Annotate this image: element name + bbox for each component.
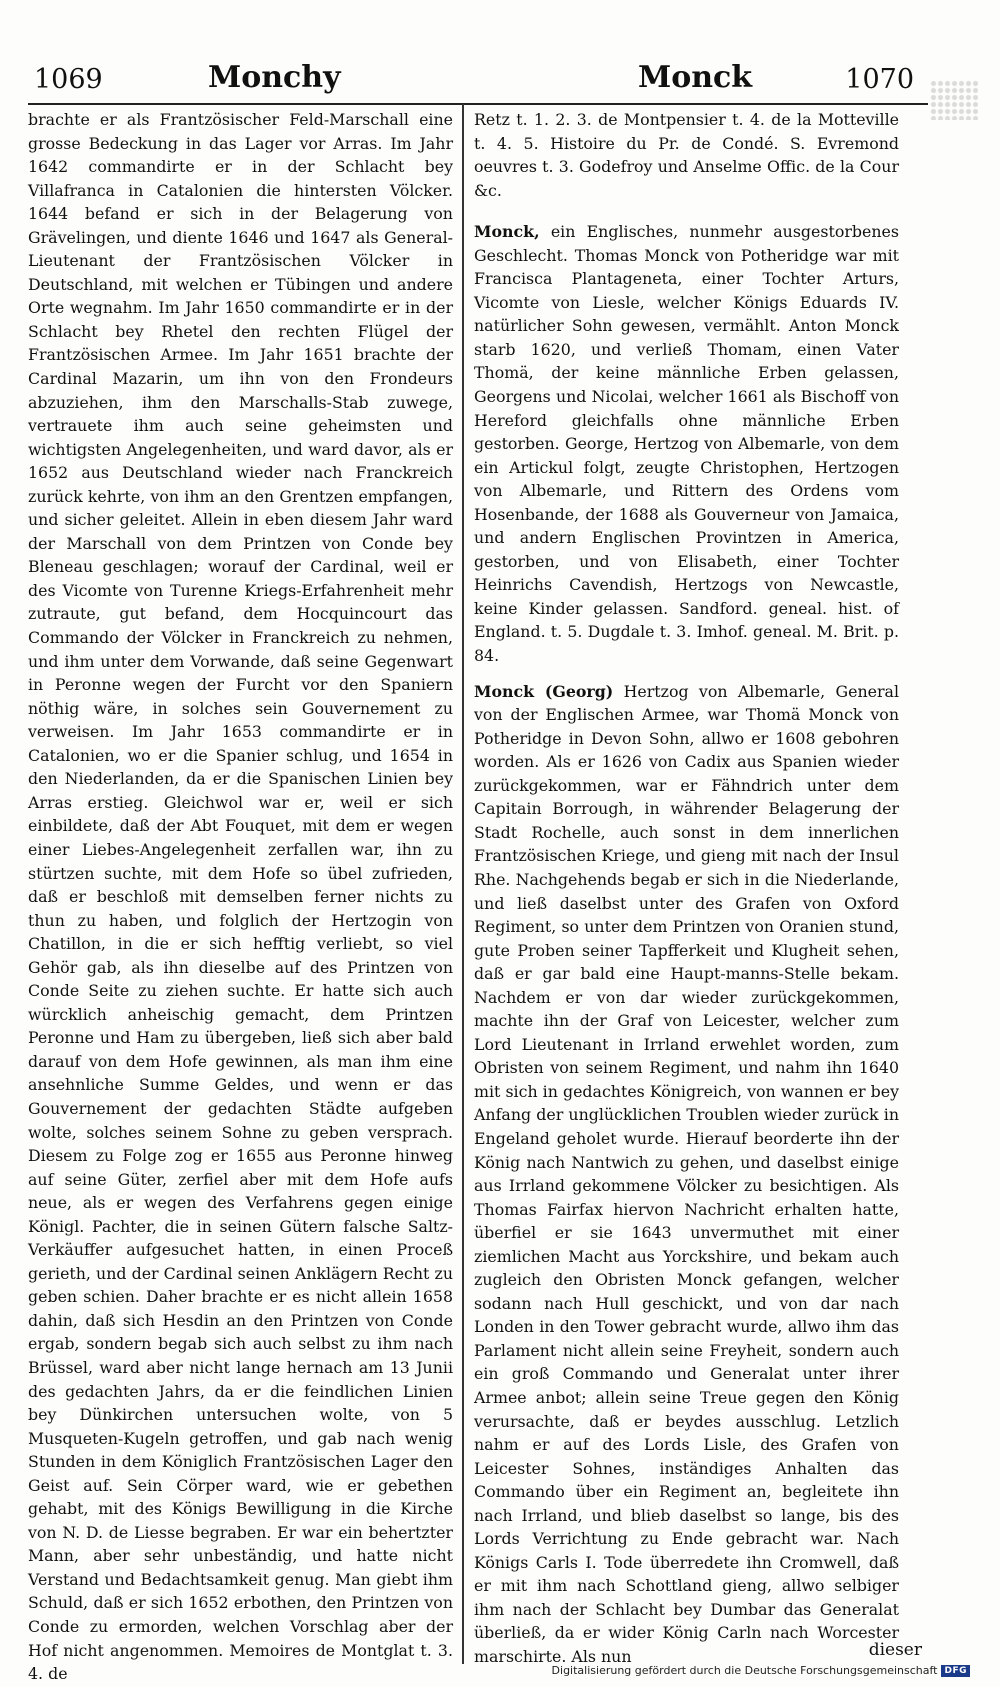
- header-rule: [28, 103, 928, 105]
- entry-monck: [474, 220, 899, 667]
- column-divider: [462, 104, 464, 1664]
- right-column: [474, 108, 899, 1681]
- page-number-left: 1069: [34, 64, 103, 95]
- left-column: [28, 108, 453, 1698]
- entry-lemma: Monck,: [474, 222, 540, 242]
- running-head-right: Monck: [638, 60, 753, 95]
- left-column-text: brachte er als Frantzösischer Feld-Marschall eine grosse Bedeckung in das Lager vor Arras. Im Jahr 1642 commandirte er in der Schlacht bey Villafranca in Catalonien die hintersten Völcker. 1644 befand er sich in der Belagerung von Grävelingen, und diente 1646 und 1647 als General-Lieutenant der Frantzösischen Völcker in Deutschland, mit welchen er Tübingen und andere Orte wegnahm. Im Jahr 1650 commandirte er in der Schlacht bey Rhetel den rechten Flügel der Frantzösischen Armee. Im Jahr 1651 brachte der Cardinal Mazarin, um ihn von den Frondeurs abzuziehen, ihm den Marschalls-Stab zuwege, vertrauete ihm auch seine geheimsten und wichtigsten Angelegenheiten, und ward davor, als er 1652 aus Deutschland wieder nach Franckreich zurück kehrte, von ihm an den Grentzen empfangen, und sicher geleitet. Allein in eben diesem Jahr ward der Marschall von dem Printzen von Conde bey Bleneau geschlagen; worauf der Cardinal, weil er des Vicomte von Turenne Kriegs-Erfahrenheit mehr zutraute, gut befand, dem Hocquincourt das Commando der Völcker in Franckreich zu nehmen, und ihm unter dem Vorwande, daß seine Gegenwart in Peronne wegen der Furcht vor den Spaniern nöthig wäre, in solches sein Gouvernement zu verweisen. Im Jahr 1653 commandirte er in Catalonien, wo er die Spanier schlug, und 1654 in den Niederlanden, da er die Spanischen Linien bey Arras erstieg. Gleichwol war er, weil er sich einbildete, daß der Abt Fouquet, mit dem er wegen einer Liebes-Angelegenheit zerfallen war, ihn zu stürtzen suchte, mit dem Hofe so übel zufrieden, daß er beschloß mit demselben ferner nichts zu thun zu haben, und folglich der Hertzogin von Chatillon, in die er sich hefftig verliebt, so viel Gehör gab, als ihn dieselbe auf des Printzen von Conde Seite zu ziehen suchte. Er hatte sich auch würcklich anheischig gemacht, dem Printzen Peronne und Ham zu übergeben, ließ sich aber bald darauf von dem Hofe gewinnen, als man ihm eine ansehnliche Summe Geldes, und wenn er das Gouvernement der gedachten Städte aufgeben wolte, solches seinem Sohne zu geben versprach. Diesem zu Folge zog er 1655 aus Peronne hinweg auf seine Güter, zerfiel aber mit dem Hofe aufs neue, als er wegen des Verfahrens gegen einige Königl. Pachter, die in seinen Gütern falsche Saltz-Verkäuffer aufgesuchet hatten, in einen Proceß gerieth, und der Cardinal seinen Anklägern Recht zu geben schien. Daher brachte er es nicht allein 1658 dahin, daß sich Hesdin an den Printzen von Conde ergab, sondern begab sich auch selbst zu ihm nach Brüssel, ward aber nicht lange hernach am 13 Junii des gedachten Jahrs, da er die feindlichen Linien bey Dünkirchen untersuchen wolte, von 5 Musqueten-Kugeln getroffen, und gab nach wenig Stunden in dem Königlich Frantzösischen Lager den Geist auf. Sein Cörper ward, wie er gebethen gehabt, mit des Königs Bewilligung in die Kirche von N. D. de Liesse begraben. Er war ein behertzter Mann, aber sehr unbeständig, und hatte nicht Verstand und Bedachtsamkeit genug. Man giebt ihm Schuld, daß er sich 1652 erbothen, den Printzen von Conde zu ermorden, welchen Vorschlag aber der Hof nicht angenommen. Memoires de Montglat t. 3. 4. de: [28, 110, 453, 1684]
- digitization-credit: [552, 1664, 970, 1677]
- entry-monck-georg: [474, 680, 899, 1669]
- library-stamp: [930, 80, 978, 120]
- running-head-left: Monchy: [208, 60, 341, 95]
- entry-body: ein Englisches, nunmehr ausgestorbenes Geschlecht. Thomas Monck von Potheridge war mit Francisca Plantageneta, einer Tochter Arturs, Vicomte von Liesle, welcher Königs Eduards IV. natürlicher Sohn gewesen, vermählt. Anton Monck starb 1620, und verließ Thomam, einen Vater Thomä, der keine männliche Erben gelassen, Georgens und Nicolai, welcher 1661 als Bischoff von Hereford gleichfalls ohne männliche Erben gestorben. George, Hertzog von Albemarle, von dem ein Artickul folgt, zeugte Christophen, Hertzogen von Albemarle, und Rittern des Ordens vom Hosenbande, der 1688 als Gouverneur von Jamaica, und andern Englischen Provintzen in America, gestorben, und von Elisabeth, einer Tochter Heinrichs Cavendish, Hertzogs von Newcastle, keine Kinder gelassen. Sandford. geneal. hist. of England. t. 5. Dugdale t. 3. Imhof. geneal. M. Brit. p. 84.: [474, 222, 899, 666]
- page-number-right: 1070: [845, 64, 914, 95]
- entry-body: Hertzog von Albemarle, General von der Englischen Armee, war Thomä Monck von Potheridge in Devon Sohn, allwo er 1608 gebohren worden. Als er 1626 von Cadix aus Spanien wieder zurückgekommen, war er Fähndrich unter dem Capitain Borrough, in währender Belagerung der Stadt Rochelle, auch sonst in dem innerlichen Frantzösischen Kriege, und gieng mit nach der Insul Rhe. Nachgehends begab er sich in die Niederlande, und ließ daselbst unter des Grafen von Oxford Regiment, so unter dem Printzen von Oranien stund, gute Proben seiner Tapfferkeit und Klugheit sehen, daß er gar bald eine Haupt-manns-Stelle bekam. Nachdem er von dar wieder zurückgekommen, machte ihn der Graf von Leicester, welcher zum Lord Lieutenant in Irrland erwehlet worden, zum Obristen von seinem Regiment, und nahm ihn 1640 mit sich in gedachtes Königreich, von wannen er bey Anfang der unglücklichen Troublen wieder zurück in Engeland geholet wurde. Hierauf beorderte ihn der König nach Nantwich zu gehen, und daselbst einige aus Irrland gekommene Völcker zu besichtigen. Als Thomas Fairfax hiervon Nachricht erhalten hatte, überfiel er sie 1643 unvermuthet mit einer ziemlichen Macht aus Yorckshire, und bekam auch zugleich den Obristen Monck gefangen, welcher sodann nach Hull geschickt, und von dar nach Londen in den Tower gebracht wurde, allwo ihm das Parlament nicht allein seine Freyheit, sondern auch ein groß Commando und Generalat unter ihrer Armee anbot; allein seine Treue gegen den König verursachte, daß er beydes ausschlug. Letzlich nahm er auf des Lords Lisle, des Grafen von Leicester Sohnes, inständiges Anhalten das Commando über ein Regiment an, begleitete ihn nach Irrland, und blieb daselbst so lange, bis des Lords Verrichtung zu Ende gebracht war. Nach Königs Carls I. Tode überredete ihn Cromwell, daß er mit ihm nach Schottland gieng, allwo selbiger ihm nach der Schlacht bey Dumbar das Generalat überließ, da er wider König Carln nach Worcester marschirte. Als nun: [474, 681, 899, 1666]
- credit-text: Digitalisierung gefördert durch die Deutsche Forschungsgemeinschaft: [551, 1664, 938, 1677]
- dfg-logo: DFG: [941, 1665, 970, 1677]
- entry-lemma: Monck (Georg): [474, 681, 614, 701]
- catchword: dieser: [868, 1640, 922, 1660]
- page-header: [28, 58, 922, 98]
- continuation-text: Retz t. 1. 2. 3. de Montpensier t. 4. de la Motteville t. 4. 5. Histoire du Pr. de Condé. S. Evremond oeuvres t. 3. Godefroy und Anselme Offic. de la Cour &c.: [474, 110, 899, 200]
